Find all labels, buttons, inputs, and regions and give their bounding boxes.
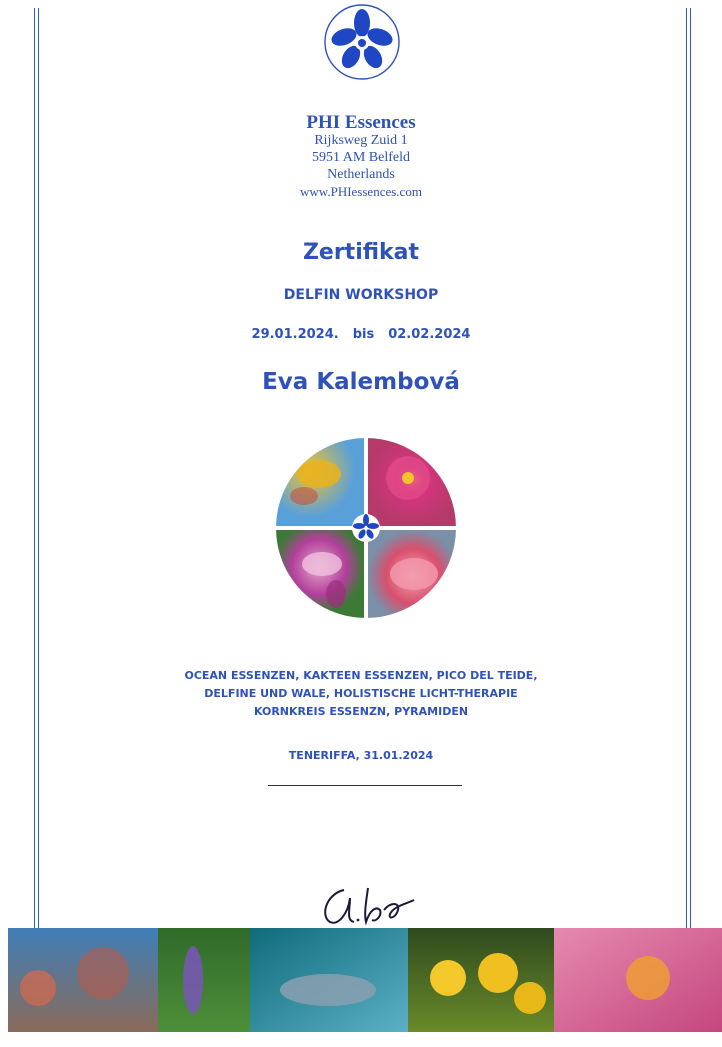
date-separator: bis <box>352 327 375 342</box>
orchid-logo-icon <box>320 3 404 81</box>
signature-mark <box>314 880 424 928</box>
company-name: PHI Essences <box>306 112 416 133</box>
workshop-dates <box>0 327 722 342</box>
signature-line <box>268 785 462 786</box>
workshop-topics <box>0 667 722 721</box>
date-to: 02.02.2024 <box>388 327 471 342</box>
workshop-name: DELFIN WORKSHOP <box>283 287 439 303</box>
date-from: 29.01.2024. <box>251 327 339 342</box>
place-and-date: TENERIFFA, 31.01.2024 <box>288 749 434 762</box>
recipient-name: Eva Kalembová <box>262 369 460 395</box>
topics-line-1: OCEAN ESSENZEN, KAKTEEN ESSENZEN, PICO DEL TEIDE, <box>184 669 538 682</box>
company-country: Netherlands <box>327 167 395 182</box>
topics-line-3: KORNKREIS ESSENZN, PYRAMIDEN <box>253 705 469 718</box>
company-city: 5951 AM Belfeld <box>312 150 410 165</box>
company-website: www.PHIessences.com <box>300 184 422 199</box>
certificate-title: Zertifikat <box>302 240 420 265</box>
nature-photo-strip <box>8 928 722 1032</box>
topics-line-2: DELFINE UND WALE, HOLISTISCHE LICHT-THERAPIE <box>204 687 518 700</box>
company-street: Rijksweg Zuid 1 <box>314 133 408 148</box>
flower-circle-collage <box>274 434 458 622</box>
